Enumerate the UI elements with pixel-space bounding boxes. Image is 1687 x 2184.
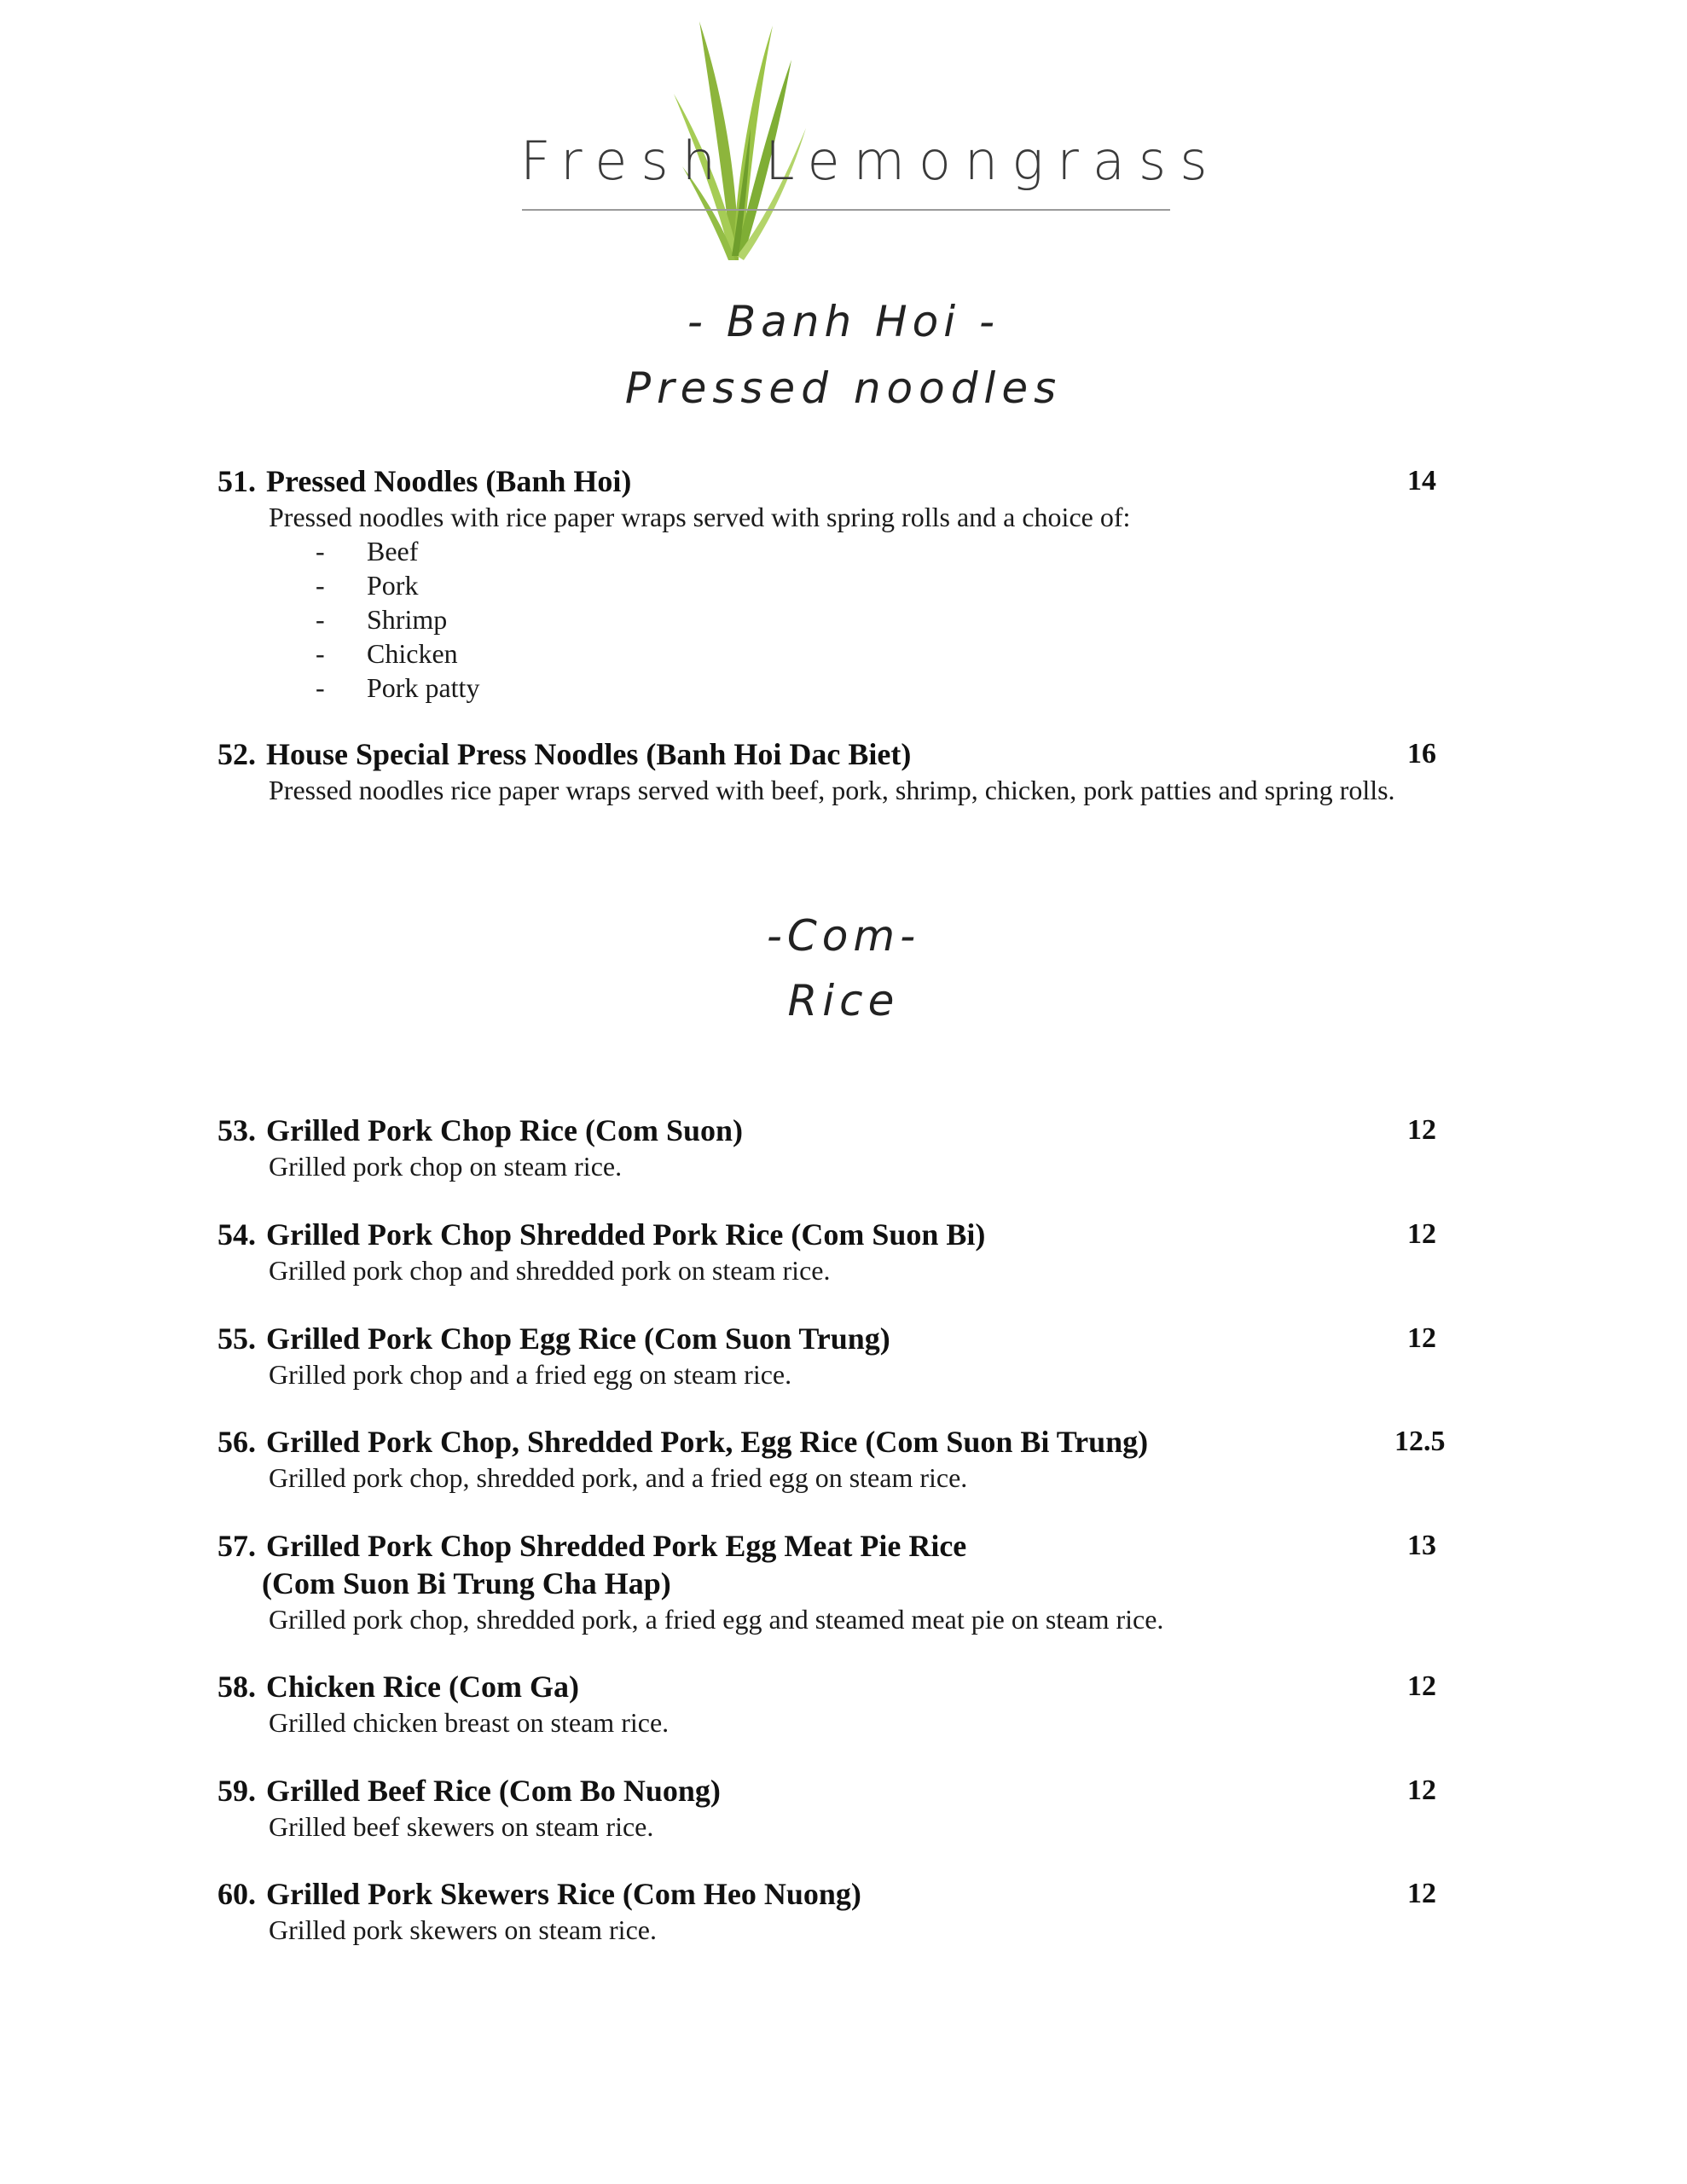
item-number: 58. (217, 1670, 256, 1704)
item-number: 57. (217, 1529, 256, 1563)
item-price: 14 (1407, 465, 1436, 497)
item-number: 52. (217, 737, 256, 771)
item-description: Pressed noodles with rice paper wraps served with spring rolls and a choice of: (269, 502, 1131, 532)
menu-item-52 (217, 735, 1471, 807)
logo-word-lemongrass: Lemongrass (765, 130, 1221, 192)
item-description: Pressed noodles rice paper wraps served with beef, pork, shrimp, chicken, pork patties and spring rolls. (269, 775, 1395, 805)
item-price: 12 (1407, 1218, 1436, 1250)
menu-item-60 (217, 1875, 1471, 1947)
item-name: Grilled Pork Chop Egg Rice (Com Suon Trung) (266, 1321, 890, 1356)
section-subtitle-pressed-noodles: Pressed noodles (624, 363, 1063, 413)
item-number: 60. (217, 1877, 256, 1911)
item-name: Pressed Noodles (Banh Hoi) (266, 464, 632, 498)
section-title-com: -Com- (766, 911, 921, 961)
item-number: 51. (217, 464, 256, 498)
menu-item-54 (217, 1216, 1471, 1287)
choice-item: - Beef (316, 536, 419, 566)
item-description: Grilled pork chop, shredded pork, a fried egg and steamed meat pie on steam rice. (269, 1604, 1164, 1635)
menu-item-57 (217, 1527, 1471, 1636)
choice-item: - Pork (316, 570, 419, 601)
item-name: Grilled Pork Skewers Rice (Com Heo Nuong) (266, 1877, 861, 1911)
item-description: Grilled pork chop and shredded pork on steam rice. (269, 1255, 831, 1286)
item-price: 16 (1407, 738, 1436, 770)
menu-item-56 (217, 1423, 1471, 1495)
item-name: Grilled Pork Chop Rice (Com Suon) (266, 1113, 744, 1147)
item-name: Grilled Pork Chop Shredded Pork Rice (Com Suon Bi) (266, 1217, 986, 1252)
item-name-line2: (Com Suon Bi Trung Cha Hap) (262, 1566, 671, 1600)
item-price: 12 (1407, 1878, 1436, 1909)
item-description: Grilled chicken breast on steam rice. (269, 1707, 670, 1738)
item-name: Grilled Beef Rice (Com Bo Nuong) (266, 1774, 721, 1808)
item-number: 53. (217, 1113, 256, 1147)
menu-item-51 (217, 462, 1471, 705)
item-description: Grilled pork chop on steam rice. (269, 1151, 623, 1182)
item-price: 12 (1407, 1670, 1436, 1702)
restaurant-logo (0, 0, 1687, 282)
choice-item: - Shrimp (316, 604, 448, 635)
logo-divider (522, 209, 1170, 211)
menu-item-53 (217, 1112, 1471, 1183)
menu-item-59 (217, 1772, 1471, 1844)
item-number: 59. (217, 1774, 256, 1808)
item-price: 12.5 (1394, 1426, 1446, 1457)
item-description: Grilled pork skewers on steam rice. (269, 1914, 657, 1945)
item-description: Grilled pork chop and a fried egg on steam rice. (269, 1359, 792, 1390)
item-price: 12 (1407, 1774, 1436, 1806)
item-price: 12 (1407, 1114, 1436, 1146)
item-price: 12 (1407, 1322, 1436, 1354)
section-title-banh-hoi: - Banh Hoi - (687, 297, 1000, 346)
menu-item-55 (217, 1320, 1471, 1391)
item-description: Grilled pork chop, shredded pork, and a fried egg on steam rice. (269, 1462, 968, 1493)
item-name: House Special Press Noodles (Banh Hoi Dac Biet) (266, 737, 912, 771)
section-subtitle-rice: Rice (787, 976, 900, 1025)
logo-word-fresh: Fresh (520, 130, 730, 192)
choice-item: - Chicken (316, 638, 458, 669)
item-name: Grilled Pork Chop Shredded Pork Egg Meat Pie Rice (266, 1529, 967, 1563)
item-name: Chicken Rice (Com Ga) (266, 1670, 579, 1704)
item-description: Grilled beef skewers on steam rice. (269, 1811, 654, 1842)
menu-item-58 (217, 1668, 1471, 1740)
choice-item: - Pork patty (316, 672, 480, 703)
choice-list (316, 534, 1471, 705)
item-name: Grilled Pork Chop, Shredded Pork, Egg Rice (Com Suon Bi Trung) (266, 1425, 1149, 1459)
item-price: 13 (1407, 1530, 1436, 1561)
item-number: 55. (217, 1321, 256, 1356)
item-number: 54. (217, 1217, 256, 1252)
item-number: 56. (217, 1425, 256, 1459)
